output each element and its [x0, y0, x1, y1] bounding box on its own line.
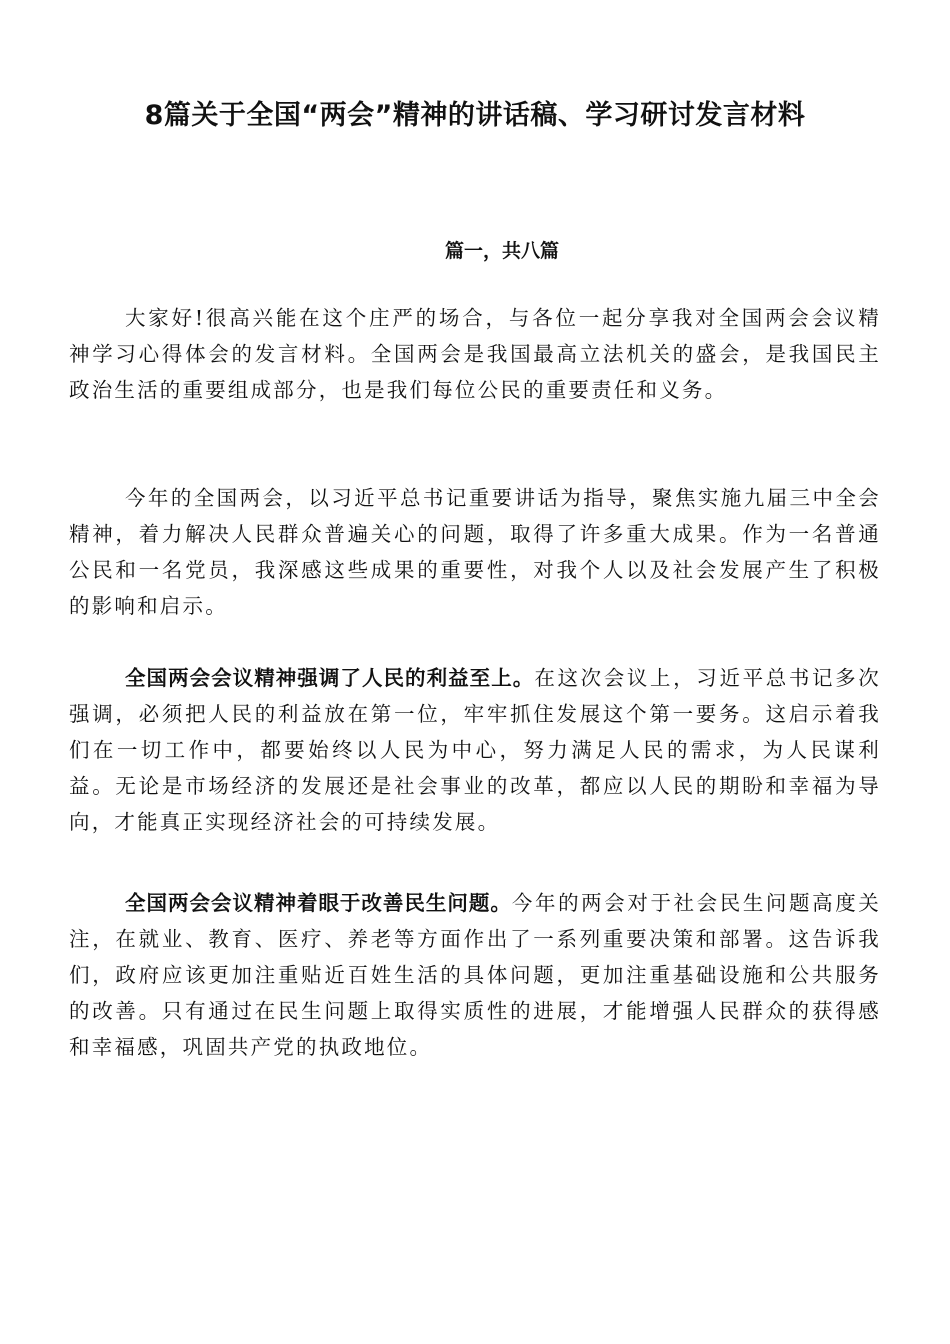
paragraph-1: [69, 300, 881, 408]
paragraph-4-text: 今年的两会对于社会民生问题高度关注，在就业、教育、医疗、养老等方面作出了一系列重要决策和部署。这告诉我们，政府应该更加注重贴近百姓生活的具体问题，更加注重基础设施和公共服务的改善。只有通过在民生问题上取得实质性的进展，才能增强人民群众的获得感和幸福感，巩固共产党的执政地位。: [69, 891, 881, 1059]
document-title: 8篇关于全国“两会”精神的讲话稿、学习研讨发言材料: [144, 100, 806, 131]
paragraph-3-text: 在这次会议上，习近平总书记多次强调，必须把人民的利益放在第一位，牢牢抓住发展这个第一要务。这启示着我们在一切工作中，都要始终以人民为中心，努力满足人民的需求，为人民谋利益。无论是市场经济的发展还是社会事业的改革，都应以人民的期盼和幸福为导向，才能真正实现经济社会的可持续发展。: [69, 666, 882, 834]
paragraph-3: [69, 660, 881, 840]
paragraph-4: [69, 885, 881, 1065]
paragraph-1-text: 大家好!很高兴能在这个庄严的场合，与各位一起分享我对全国两会会议精神学习心得体会的发言材料。全国两会是我国最高立法机关的盛会，是我国民主政治生活的重要组成部分，也是我们每位公民的重要责任和义务。: [69, 306, 881, 402]
section-heading: 篇一，共八篇: [444, 240, 559, 262]
paragraph-4-lead: 全国两会会议精神着眼于改善民生问题。: [125, 891, 512, 915]
paragraph-3-lead: 全国两会会议精神强调了人民的利益至上。: [125, 666, 535, 690]
paragraph-2-text: 今年的全国两会，以习近平总书记重要讲话为指导，聚焦实施九届三中全会精神，着力解决人民群众普遍关心的问题，取得了许多重大成果。作为一名普通公民和一名党员，我深感这些成果的重要性，对我个人以及社会发展产生了积极的影响和启示。: [69, 486, 881, 618]
paragraph-2: [69, 480, 881, 624]
